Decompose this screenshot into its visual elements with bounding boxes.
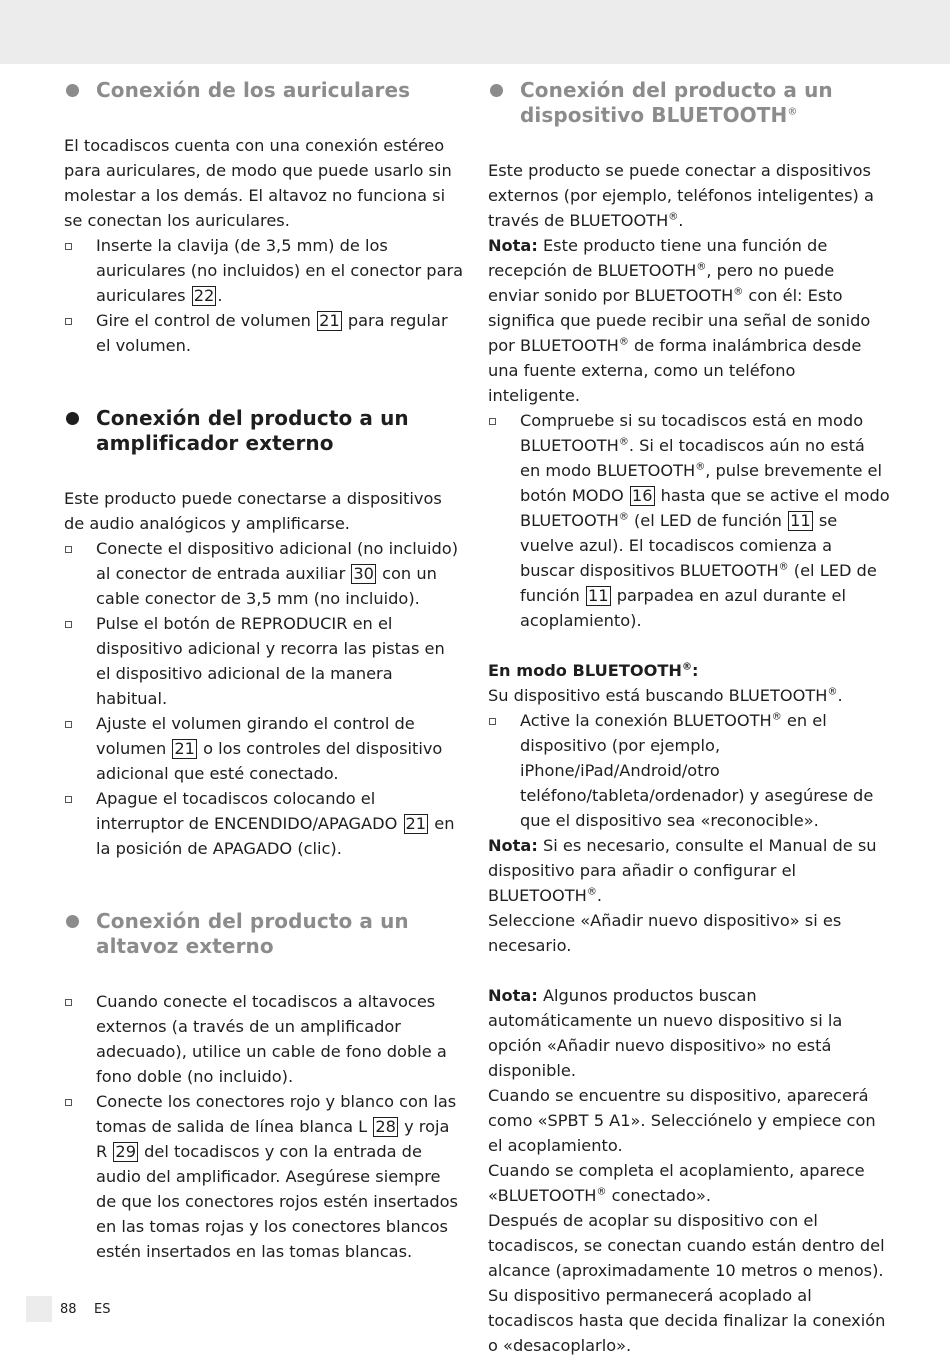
left-column [64,78,464,1264]
ref-number: 29 [115,1142,137,1161]
done-text: Cuando se completa el acoplamiento, aparece «BLUETOOTH® conectado». [488,1161,865,1205]
mode-text: Su dispositivo está buscando BLUETOOTH®. [488,686,843,705]
list-item: Gire el control de volumen 21 para regular el volumen. [64,308,464,358]
bluetooth-intro: Este producto se puede conectar a dispositivos externos (por ejemplo, teléfonos inteligentes) a través de BLUETOOTH®. [488,161,874,230]
heading-bluetooth: Conexión del producto a un dispositivo BLUETOOTH® [488,78,890,128]
bullet-icon [66,84,79,97]
list-item: Compruebe si su tocadiscos está en modo BLUETOOTH®. Si el tocadiscos aún no está en modo BLUETOOTH®, pulse brevemente el botón MODO 16 hasta que se active el modo BLUETOOTH® (el LED de función 11 se vuelve azul). El tocadiscos comienza a buscar dispositivos BLUETOOTH® (el LED de función 11 parpadea en azul durante el acoplamiento). [488,408,890,633]
ref-number: 21 [405,814,427,833]
bullet-icon [490,84,503,97]
found-text: Cuando se encuentre su dispositivo, aparecerá como «SPBT 5 A1». Selecciónelo y empiece con el acoplamiento. [488,1086,876,1155]
list-item: Apague el tocadiscos colocando el interruptor de ENCENDIDO/APAGADO 21 en la posición de APAGADO (clic). [64,786,464,861]
list-item: Pulse el botón de REPRODUCIR en el dispositivo adicional y recorra las pistas en el dispositivo adicional de la manera habitual. [64,611,464,711]
right-column [488,78,890,1358]
language-code: ES [94,1302,111,1317]
after-text: Después de acoplar su dispositivo con el tocadiscos, se conectan cuando están dentro del alcance (aproximadamente 10 metros o menos). [488,1211,885,1280]
list-item: Inserte la clavija (de 3,5 mm) de los auriculares (no incluidos) en el conector para auriculares 22 . [64,233,464,308]
list-item: Cuando conecte el tocadiscos a altavoces externos (a través de un amplificador adecuado), utilice un cable de fono doble a fono doble (no incluido). [64,989,464,1089]
square-bullet-icon [489,418,496,425]
ref-number: 11 [587,586,609,605]
ref-number: 30 [353,564,374,583]
list-item: Active la conexión BLUETOOTH® en el dispositivo (por ejemplo, iPhone/iPad/Android/otro teléfono/tableta/ordenador) y asegúrese de que el dispositivo sea «reconocible». [488,708,890,833]
square-bullet-icon [65,1099,72,1106]
ref-number: 16 [631,486,653,505]
remain-text: Su dispositivo permanecerá acoplado al tocadiscos hasta que decida finalizar la conexión o «desacoplarlo». [488,1286,886,1355]
square-bullet-icon [65,999,72,1006]
ref-number: 21 [319,311,340,330]
list-item: Conecte el dispositivo adicional (no incluido) al conector de entrada auxiliar 30 con un cable conector de 3,5 mm (no incluido). [64,536,464,611]
ref-number: 21 [174,739,195,758]
square-bullet-icon [65,546,72,553]
bullet-icon [66,915,79,928]
note-3: Nota: Algunos productos buscan automáticamente un nuevo dispositivo si la opción «Añadir nuevo dispositivo» no está disponible. [488,986,843,1080]
mode-label: En modo BLUETOOTH®: [488,661,699,680]
top-bar [0,0,950,64]
ref-number: 28 [375,1117,396,1136]
heading-amplifier: Conexión del producto a un amplificador externo [64,406,464,456]
heading-headphones: Conexión de los auriculares [64,78,464,103]
footer-box [26,1296,52,1322]
headphones-intro: El tocadiscos cuenta con una conexión estéreo para auriculares, de modo que puede usarlo sin molestar a los demás. El altavoz no funciona si se conectan los auriculares. [64,136,452,230]
square-bullet-icon [489,718,496,725]
page-number: 88 [60,1302,77,1317]
list-item: Conecte los conectores rojo y blanco con las tomas de salida de línea blanca L 28 y roja R 29 del tocadiscos y con la entrada de audio del amplificador. Asegúrese siempre de que los conectores rojos estén insertados en las tomas rojas y los conectores blancos estén insertados en las tomas blancas. [64,1089,464,1264]
bullet-icon [66,412,79,425]
amplifier-intro: Este producto puede conectarse a dispositivos de audio analógicos y amplificarse. [64,489,442,533]
select-text: Seleccione «Añadir nuevo dispositivo» si es necesario. [488,911,842,955]
note-1: Nota: Este producto tiene una función de recepción de BLUETOOTH®, pero no puede enviar sonido por BLUETOOTH® con él: Esto significa que puede recibir una señal de sonido por BLUETOOTH® de forma inalámbrica desde una fuente externa, como un teléfono inteligente. [488,236,871,405]
square-bullet-icon [65,796,72,803]
heading-speaker: Conexión del producto a un altavoz externo [64,909,464,959]
ref-number: 22 [193,286,215,305]
square-bullet-icon [65,243,72,250]
note-2: Nota: Si es necesario, consulte el Manual de su dispositivo para añadir o configurar el BLUETOOTH®. [488,836,877,905]
square-bullet-icon [65,721,72,728]
list-item: Ajuste el volumen girando el control de volumen 21 o los controles del dispositivo adicional que esté conectado. [64,711,464,786]
square-bullet-icon [65,621,72,628]
ref-number: 11 [790,511,811,530]
square-bullet-icon [65,318,72,325]
